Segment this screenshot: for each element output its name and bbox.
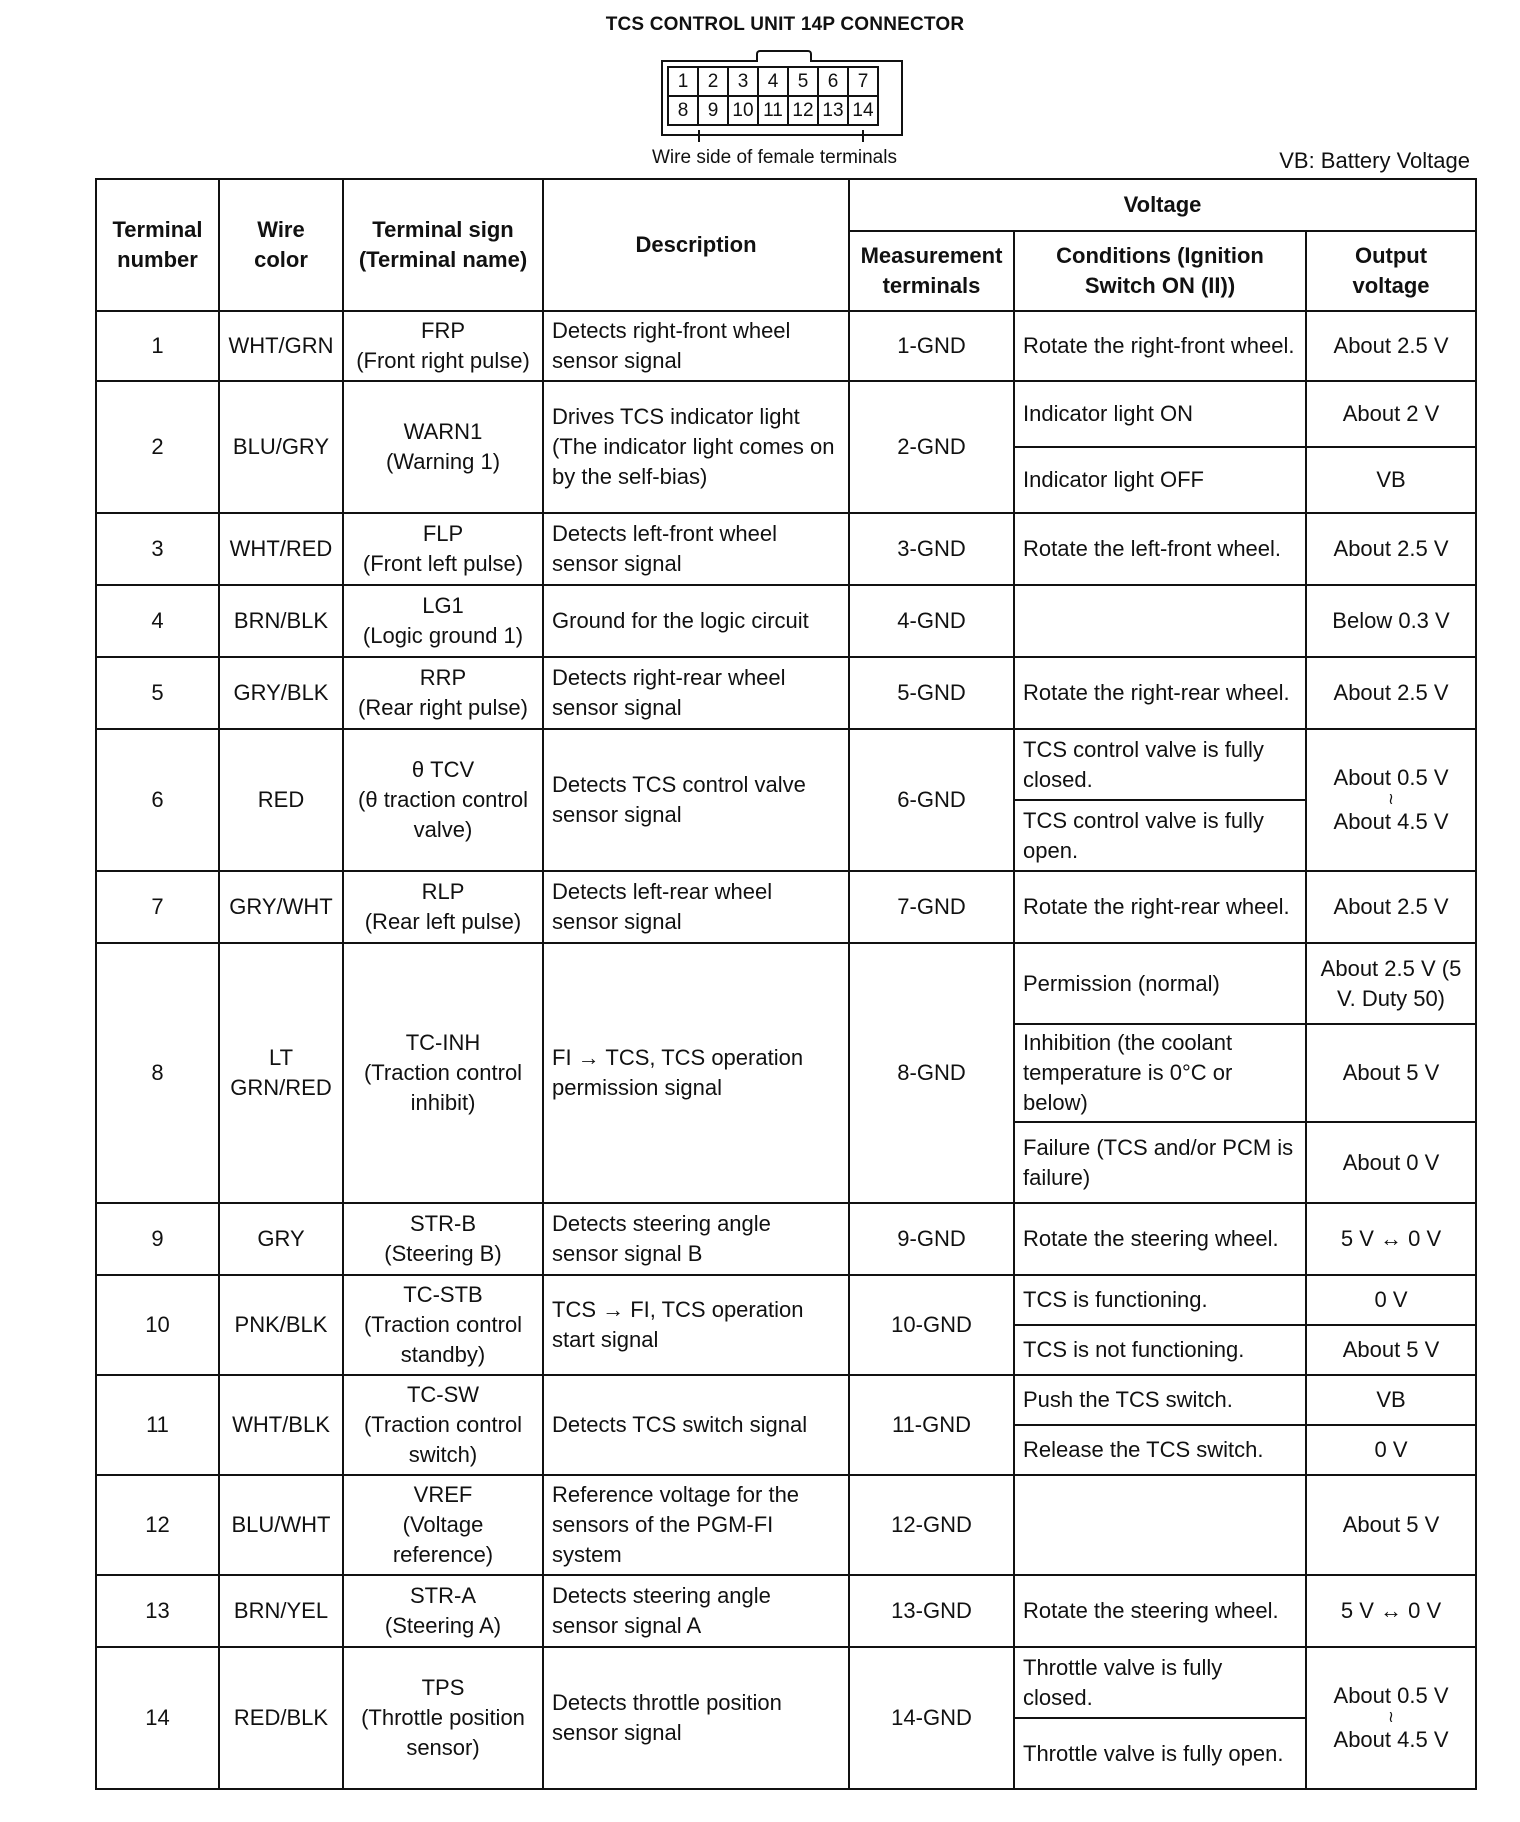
- terminal-sign: [343, 1375, 543, 1475]
- terminal-sign-name: (Voltage reference): [392, 1512, 494, 1567]
- connector-right-tab: [862, 130, 864, 142]
- output-voltage-sep: ≀: [1388, 791, 1394, 808]
- terminal-sign: [343, 381, 543, 513]
- description: TCS → FI, TCS operation start signal: [543, 1275, 849, 1375]
- terminal-sign-name: (Warning 1): [385, 449, 501, 474]
- condition: TCS control valve is fully closed.: [1014, 729, 1306, 800]
- wire-color: LT GRN/RED: [219, 943, 343, 1203]
- terminal-number: 2: [96, 381, 219, 513]
- output-voltage: About 2.5 V: [1306, 657, 1476, 729]
- header-wire-color: Wire color: [219, 179, 343, 311]
- measurement-terminals: 8-GND: [849, 943, 1014, 1203]
- output-voltage-sep: ≀: [1388, 1709, 1394, 1726]
- output-voltage: Below 0.3 V: [1306, 585, 1476, 657]
- header-output-voltage: Output voltage: [1306, 231, 1476, 311]
- wire-color: RED: [219, 729, 343, 871]
- output-voltage: 0 V: [1306, 1425, 1476, 1475]
- connector-pin: 7: [848, 67, 878, 96]
- measurement-terminals: 9-GND: [849, 1203, 1014, 1275]
- output-voltage: About 5 V: [1306, 1024, 1476, 1122]
- condition: Failure (TCS and/or PCM is failure): [1014, 1122, 1306, 1203]
- terminal-sign-name: (Front left pulse): [362, 551, 524, 576]
- table-row: [96, 1647, 1476, 1718]
- description: FI → TCS, TCS operation permission signal: [543, 943, 849, 1203]
- output-voltage: About 2 V: [1306, 381, 1476, 447]
- terminal-sign: [343, 657, 543, 729]
- terminal-sign-code: FRP: [421, 318, 465, 343]
- measurement-terminals: 3-GND: [849, 513, 1014, 585]
- condition: TCS is not functioning.: [1014, 1325, 1306, 1375]
- terminal-sign-code: VREF: [413, 1482, 473, 1507]
- terminal-sign-code: RLP: [421, 879, 465, 904]
- vb-note: VB: Battery Voltage: [1279, 148, 1470, 173]
- wire-color: GRY: [219, 1203, 343, 1275]
- terminal-sign: [343, 585, 543, 657]
- header-description: Description: [543, 179, 849, 311]
- terminal-sign: [343, 311, 543, 381]
- terminal-sign-code: RRP: [419, 665, 467, 690]
- measurement-terminals: 10-GND: [849, 1275, 1014, 1375]
- table-row: [96, 1575, 1476, 1647]
- table-row: [96, 381, 1476, 447]
- connector-pin: 1: [668, 67, 698, 96]
- terminal-sign-code: TPS: [421, 1675, 465, 1700]
- description: Detects steering angle sensor signal B: [543, 1203, 849, 1275]
- connector-pin: 5: [788, 67, 818, 96]
- condition: [1014, 585, 1306, 657]
- terminal-number: 6: [96, 729, 219, 871]
- description: Detects left-rear wheel sensor signal: [543, 871, 849, 943]
- connector-caption: Wire side of female terminals: [652, 147, 897, 168]
- wire-color: PNK/BLK: [219, 1275, 343, 1375]
- measurement-terminals: 12-GND: [849, 1475, 1014, 1575]
- terminal-sign: [343, 1575, 543, 1647]
- table-row: [96, 1203, 1476, 1275]
- output-voltage-from: About 0.5 V: [1333, 765, 1449, 790]
- terminal-sign-code: LG1: [422, 593, 464, 618]
- terminal-sign-name: (Traction control switch): [363, 1412, 523, 1467]
- terminal-sign-code: STR-A: [410, 1583, 476, 1608]
- terminal-sign: [343, 871, 543, 943]
- terminal-sign-name: (Throttle position sensor): [361, 1705, 525, 1760]
- output-voltage: VB: [1306, 447, 1476, 513]
- wire-color: BRN/BLK: [219, 585, 343, 657]
- terminal-sign: [343, 1475, 543, 1575]
- connector-pin: 13: [818, 96, 848, 125]
- table-row: [96, 513, 1476, 585]
- description: Reference voltage for the sensors of the PGM-FI system: [543, 1475, 849, 1575]
- measurement-terminals: 6-GND: [849, 729, 1014, 871]
- terminal-sign-name: (Traction control inhibit): [363, 1060, 523, 1115]
- condition: Throttle valve is fully open.: [1014, 1718, 1306, 1789]
- wire-color: RED/BLK: [219, 1647, 343, 1789]
- table-row: [96, 1375, 1476, 1425]
- output-voltage: 5 V ↔ 0 V: [1306, 1575, 1476, 1647]
- terminal-sign-code: TC-SW: [406, 1382, 480, 1407]
- description: Drives TCS indicator light (The indicator light comes on by the self-bias): [543, 381, 849, 513]
- measurement-terminals: 13-GND: [849, 1575, 1014, 1647]
- connector-lock-tab: [756, 50, 812, 62]
- terminal-sign-name: (Logic ground 1): [362, 623, 524, 648]
- condition: Throttle valve is fully closed.: [1014, 1647, 1306, 1718]
- table-row: [96, 1475, 1476, 1575]
- condition: [1014, 1475, 1306, 1575]
- terminal-sign: [343, 1203, 543, 1275]
- output-voltage: About 2.5 V (5 V. Duty 50): [1306, 943, 1476, 1024]
- table-row: [96, 585, 1476, 657]
- connector-pin: 6: [818, 67, 848, 96]
- connector-pin-grid: [667, 66, 879, 126]
- terminal-sign-code: FLP: [422, 521, 464, 546]
- terminal-sign: [343, 943, 543, 1203]
- measurement-terminals: 1-GND: [849, 311, 1014, 381]
- header-measurement-terminals: Measurement terminals: [849, 231, 1014, 311]
- terminal-number: 4: [96, 585, 219, 657]
- wire-color: BRN/YEL: [219, 1575, 343, 1647]
- connector-pin: 4: [758, 67, 788, 96]
- condition: Rotate the right-rear wheel.: [1014, 871, 1306, 943]
- description: Detects TCS switch signal: [543, 1375, 849, 1475]
- output-voltage: VB: [1306, 1375, 1476, 1425]
- output-voltage: About 5 V: [1306, 1475, 1476, 1575]
- condition: TCS control valve is fully open.: [1014, 800, 1306, 871]
- terminal-sign-code: θ TCV: [411, 757, 475, 782]
- description: Ground for the logic circuit: [543, 585, 849, 657]
- wire-color: GRY/BLK: [219, 657, 343, 729]
- condition: Rotate the steering wheel.: [1014, 1575, 1306, 1647]
- wire-color: BLU/WHT: [219, 1475, 343, 1575]
- terminal-sign-name: (Rear right pulse): [358, 695, 528, 720]
- connector-pin: 12: [788, 96, 818, 125]
- terminal-number: 1: [96, 311, 219, 381]
- connector-pin: 11: [758, 96, 788, 125]
- measurement-terminals: 7-GND: [849, 871, 1014, 943]
- description: Detects throttle position sensor signal: [543, 1647, 849, 1789]
- wire-color: WHT/RED: [219, 513, 343, 585]
- header-terminal-number: Terminal number: [96, 179, 219, 311]
- header-conditions: Conditions (Ignition Switch ON (II)): [1014, 231, 1306, 311]
- condition: Release the TCS switch.: [1014, 1425, 1306, 1475]
- output-voltage: [1306, 729, 1476, 871]
- terminal-number: 12: [96, 1475, 219, 1575]
- terminal-number: 9: [96, 1203, 219, 1275]
- description: Detects right-front wheel sensor signal: [543, 311, 849, 381]
- output-voltage: 0 V: [1306, 1275, 1476, 1325]
- terminal-sign-name: (Front right pulse): [356, 348, 530, 373]
- terminal-sign-code: TC-STB: [403, 1282, 483, 1307]
- table-row: [96, 943, 1476, 1024]
- condition: Rotate the steering wheel.: [1014, 1203, 1306, 1275]
- wire-color: WHT/BLK: [219, 1375, 343, 1475]
- terminal-table: [95, 178, 1477, 1790]
- connector-pin: 9: [698, 96, 728, 125]
- terminal-sign-name: (Traction control standby): [363, 1312, 523, 1367]
- terminal-sign: [343, 1275, 543, 1375]
- header-voltage: Voltage: [849, 179, 1476, 231]
- terminal-sign: [343, 729, 543, 871]
- table-row: [96, 311, 1476, 381]
- condition: Push the TCS switch.: [1014, 1375, 1306, 1425]
- output-voltage: About 5 V: [1306, 1325, 1476, 1375]
- connector-left-tab: [698, 130, 700, 142]
- description: Detects TCS control valve sensor signal: [543, 729, 849, 871]
- terminal-sign-name: (Steering B): [384, 1241, 502, 1266]
- output-voltage: About 2.5 V: [1306, 513, 1476, 585]
- terminal-sign-code: TC-INH: [405, 1030, 481, 1055]
- output-voltage: About 2.5 V: [1306, 311, 1476, 381]
- table-row: [96, 871, 1476, 943]
- connector-pin: 2: [698, 67, 728, 96]
- terminal-number: 5: [96, 657, 219, 729]
- condition: Indicator light OFF: [1014, 447, 1306, 513]
- output-voltage: [1306, 1647, 1476, 1789]
- condition: Rotate the left-front wheel.: [1014, 513, 1306, 585]
- description: Detects left-front wheel sensor signal: [543, 513, 849, 585]
- wire-color: GRY/WHT: [219, 871, 343, 943]
- terminal-sign-code: STR-B: [410, 1211, 476, 1236]
- terminal-sign-name: (Rear left pulse): [364, 909, 522, 934]
- table-row: [96, 657, 1476, 729]
- terminal-number: 7: [96, 871, 219, 943]
- page-title: TCS CONTROL UNIT 14P CONNECTOR: [605, 14, 965, 35]
- condition: Permission (normal): [1014, 943, 1306, 1024]
- output-voltage: About 2.5 V: [1306, 871, 1476, 943]
- condition: TCS is functioning.: [1014, 1275, 1306, 1325]
- terminal-sign-code: WARN1: [403, 419, 483, 444]
- connector-pin: 3: [728, 67, 758, 96]
- output-voltage: About 0 V: [1306, 1122, 1476, 1203]
- wire-color: WHT/GRN: [219, 311, 343, 381]
- terminal-number: 14: [96, 1647, 219, 1789]
- terminal-number: 8: [96, 943, 219, 1203]
- terminal-sign: [343, 1647, 543, 1789]
- header-terminal-sign: Terminal sign (Terminal name): [343, 179, 543, 311]
- output-voltage-to: About 4.5 V: [1333, 1727, 1449, 1752]
- connector-pin: 8: [668, 96, 698, 125]
- condition: Rotate the right-rear wheel.: [1014, 657, 1306, 729]
- terminal-number: 10: [96, 1275, 219, 1375]
- measurement-terminals: 14-GND: [849, 1647, 1014, 1789]
- wire-color: BLU/GRY: [219, 381, 343, 513]
- terminal-sign-name: (Steering A): [384, 1613, 502, 1638]
- description: Detects steering angle sensor signal A: [543, 1575, 849, 1647]
- measurement-terminals: 2-GND: [849, 381, 1014, 513]
- connector-pin: 14: [848, 96, 878, 125]
- terminal-sign-name: (θ traction control valve): [358, 787, 528, 842]
- output-voltage-from: About 0.5 V: [1333, 1683, 1449, 1708]
- connector-pin: 10: [728, 96, 758, 125]
- measurement-terminals: 4-GND: [849, 585, 1014, 657]
- condition: Indicator light ON: [1014, 381, 1306, 447]
- table-row: [96, 1275, 1476, 1325]
- measurement-terminals: 11-GND: [849, 1375, 1014, 1475]
- terminal-sign: [343, 513, 543, 585]
- condition: Inhibition (the coolant temperature is 0°C or below): [1014, 1024, 1306, 1122]
- condition: Rotate the right-front wheel.: [1014, 311, 1306, 381]
- connector-diagram: [0, 44, 1520, 144]
- terminal-number: 11: [96, 1375, 219, 1475]
- terminal-number: 13: [96, 1575, 219, 1647]
- terminal-number: 3: [96, 513, 219, 585]
- output-voltage-to: About 4.5 V: [1333, 809, 1449, 834]
- description: Detects right-rear wheel sensor signal: [543, 657, 849, 729]
- table-row: [96, 729, 1476, 800]
- output-voltage: 5 V ↔ 0 V: [1306, 1203, 1476, 1275]
- measurement-terminals: 5-GND: [849, 657, 1014, 729]
